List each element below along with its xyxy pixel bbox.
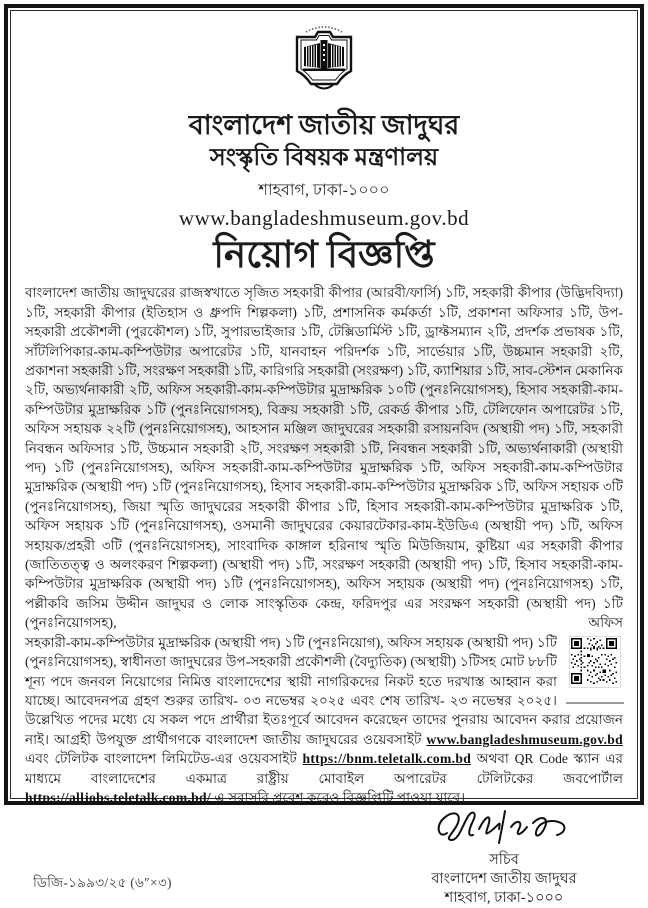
organization-name: বাংলাদেশ জাতীয় জাদুঘর — [188, 110, 460, 140]
signatory-designation: সচিব — [489, 852, 519, 869]
paragraph-text: সহকারী-কাম-কম্পিউটার মুদ্রাক্ষরিক (অস্থায়ী পদ) ১টি (পুনঃনিয়োগ), অফিস সহায়ক (অস্থায়ী পদ) ১টি (পুনঃনিয়োগসহ), স্বাধীনতা জাদুঘরের উপ-সহকারী প্রকৌশলী (বৈদ্যুতিক) (অস্থায়ী) ১টিসহ মোট ৮৮টি শূন্য পদে জনবল নিয়োগের নিমিত্ত বাংলাদেশের স্থায়ী নাগরিকদের নিকট হতে দরখাস্ত আহ্বান করা যাচ্ছে। আবেদনপত্র গ্রহণ শুরুর তারিখ- ০৩ নভেম্বর ২০২৫ এবং শেষ তারিখ- ২৩ নভেম্বর ২০২৫। উল্লেখিত পদের মধ্যে যে সকল পদে প্রার্থীরা ইতঃপূর্বে আবেদন করেছেন তাদের পুনরায় আবেদন করার প্রয়োজন নাই। আগ্রহী উপযুক্ত প্রার্থীগণকে বাংলাদেশ জাতীয় জাদুঘরের ওয়েবসাইট — [25, 634, 623, 747]
notice-title: নিয়োগ বিজ্ঞপ্তি — [213, 234, 435, 276]
vacancy-paragraph-2 — [25, 633, 623, 808]
alljobs-teletalk-link[interactable]: https://alljobs.teletalk.com.bd/ — [25, 789, 211, 805]
signatory-organization: বাংলাদেশ জাতীয় জাদুঘর — [431, 871, 577, 888]
print-reference-number: ডিজি-১৯৯৩/২৫ (৬″×৩) — [33, 875, 172, 891]
document-footer — [25, 809, 623, 905]
signatory-address: শাহবাগ, ঢাকা-১০০০ — [444, 890, 564, 907]
header-address: শাহবাগ, ঢাকা-১০০০ — [258, 181, 390, 199]
paragraph-text: এ সরাসরি প্রবেশ করেও বিজ্ঞপ্তিটি পাওয়া যাবে। — [210, 789, 466, 805]
handwritten-signature-icon — [399, 799, 609, 851]
qr-float-box — [567, 636, 623, 704]
museum-logo-icon — [292, 21, 356, 108]
qr-code-icon — [569, 636, 621, 688]
paragraph-text: এবং টেলিটক বাংলাদেশ লিমিটেড-এর ওয়েবসাইট — [25, 751, 303, 767]
ministry-name: সংস্কৃতি বিষয়ক মন্ত্রণালয় — [209, 145, 439, 172]
vacancy-paragraph-1: বাংলাদেশ জাতীয় জাদুঘরের রাজস্বখাতে সৃজিত সহকারী কীপার (আরবী/ফার্সি) ১টি, সহকারী কীপার (উদ্ভিদবিদ্যা) ১টি, সহকারী কীপার (ইতিহাস ও ধ্রুপদি শিল্পকলা) ১টি, প্রশাসনিক কর্মকর্তা ১টি, প্রকাশনা অফিসার ১টি, উপ-সহকারী প্রকৌশলী (পুরকৌশল) ১টি, সুপারভাইজার ১টি, টেক্সিডার্মিস্ট ১টি, ড্রাফ্টসম্যান ২টি, প্রদর্শক প্রভাষক ১টি, সাঁটলিপিকার-কাম-কম্পিউটার অপারেটর ১টি, যানবাহন পরিদর্শক ১টি, সার্ভেয়ার ১টি, উচ্চমান সহকারী ২টি, প্রকাশনা সহকারী ১টি, সংরক্ষণ সহকারী ১টি, কারিগরি সহকারী (সংরক্ষণ) ১টি, ক্যাশিয়ার ১টি, সাব-স্টেশন মেকানিক ২টি, অভ্যর্থনাকারী ২টি, অফিস সহকারী-কাম-কম্পিউটার মুদ্রাক্ষরিক ১০টি (পুনঃনিয়োগসহ), হিসাব সহকারী-কাম-কম্পিউটার মুদ্রাক্ষরিক ১টি (পুনঃনিয়োগসহ), বিক্রয় সহকারী ১টি, রেকর্ড কীপার ১টি, টেলিফোন অপারেটর ১টি, অফিস সহায়ক ২২টি (পুনঃনিয়োগসহ), আহসান মঞ্জিল জাদুঘরের সহকারী রসায়নবিদ (অস্থায়ী পদ) ১টি, সহকারী নিবন্ধন অফিসার ১টি, উচ্চমান সহকারী ২টি, সংরক্ষণ সহকারী ১টি, নিবন্ধন সহকারী ১টি, অভ্যর্থনাকারী (অস্থায়ী পদ) ১টি (পুনঃনিয়োগসহ), অফিস সহকারী-কাম-কম্পিউটার মুদ্রাক্ষরিক ১টি, অফিস সহকারী-কাম-কম্পিউটার মুদ্রাক্ষরিক (অস্থায়ী পদ) ১টি (পুনঃনিয়োগসহ), হিসাব সহকারী-কাম-কম্পিউটার মুদ্রাক্ষরিক ১টি, অফিস সহায়ক ৩টি (পুনঃনিয়োগসহ), জিয়া স্মৃতি জাদুঘরের সহকারী কীপার ১টি, হিসাব সহকারী-কাম-কম্পিউটার মুদ্রাক্ষরিক ১টি, অফিস সহায়ক ১টি (পুনঃনিয়োগসহ), ওসমানী জাদুঘরের কেয়ারটেকার-কাম-ইউডিএ (অস্থায়ী পদ) ১টি, অফিস সহায়ক/প্রহরী ৩টি (পুনঃনিয়োগসহ), সাংবাদিক কাঙ্গাল হরিনাথ স্মৃতি মিউজিয়াম, কুষ্টিয়া এর সহকারী কীপার (জাতিতত্ত্ব ও অলংকরণ শিল্পকলা) (অস্থায়ী পদ) ১টি, সংরক্ষণ সহকারী (অস্থায়ী পদ) ১টি, হিসাব সহকারী-কাম-কম্পিউটার মুদ্রাক্ষরিক (অস্থায়ী পদ) ১টি (পুনঃনিয়োগসহ), অফিস সহায়ক (অস্থায়ী পদ) (পুনঃনিয়োগসহ) ১টি, পল্লীকবি জসিম উদ্দীন জাদুঘর ও লোক সাংস্কৃতিক কেন্দ্র, ফরিদপুর এর সংরক্ষণ সহকারী (অস্থায়ী পদ) ১টি (পুনঃনিয়োগসহ), অফিস — [25, 285, 623, 631]
header-website: www.bangladeshmuseum.gov.bd — [178, 205, 470, 230]
document-header — [25, 21, 623, 277]
museum-website-link[interactable]: www.bangladeshmuseum.gov.bd — [426, 731, 623, 747]
bnm-teletalk-link[interactable]: https://bnm.teletalk.com.bd — [302, 751, 472, 767]
divider-line — [566, 702, 624, 704]
document-page — [4, 4, 644, 907]
signature-block — [399, 799, 609, 908]
paragraph-text: অথবা QR Code স্ক্যান এর মাধ্যমে বাংলাদেশের একমাত্র রাষ্ট্রীয় মোবাইল অপারেটর টেলিটকের জবপোর্টাল — [25, 751, 623, 786]
inner-border-frame — [10, 10, 638, 907]
